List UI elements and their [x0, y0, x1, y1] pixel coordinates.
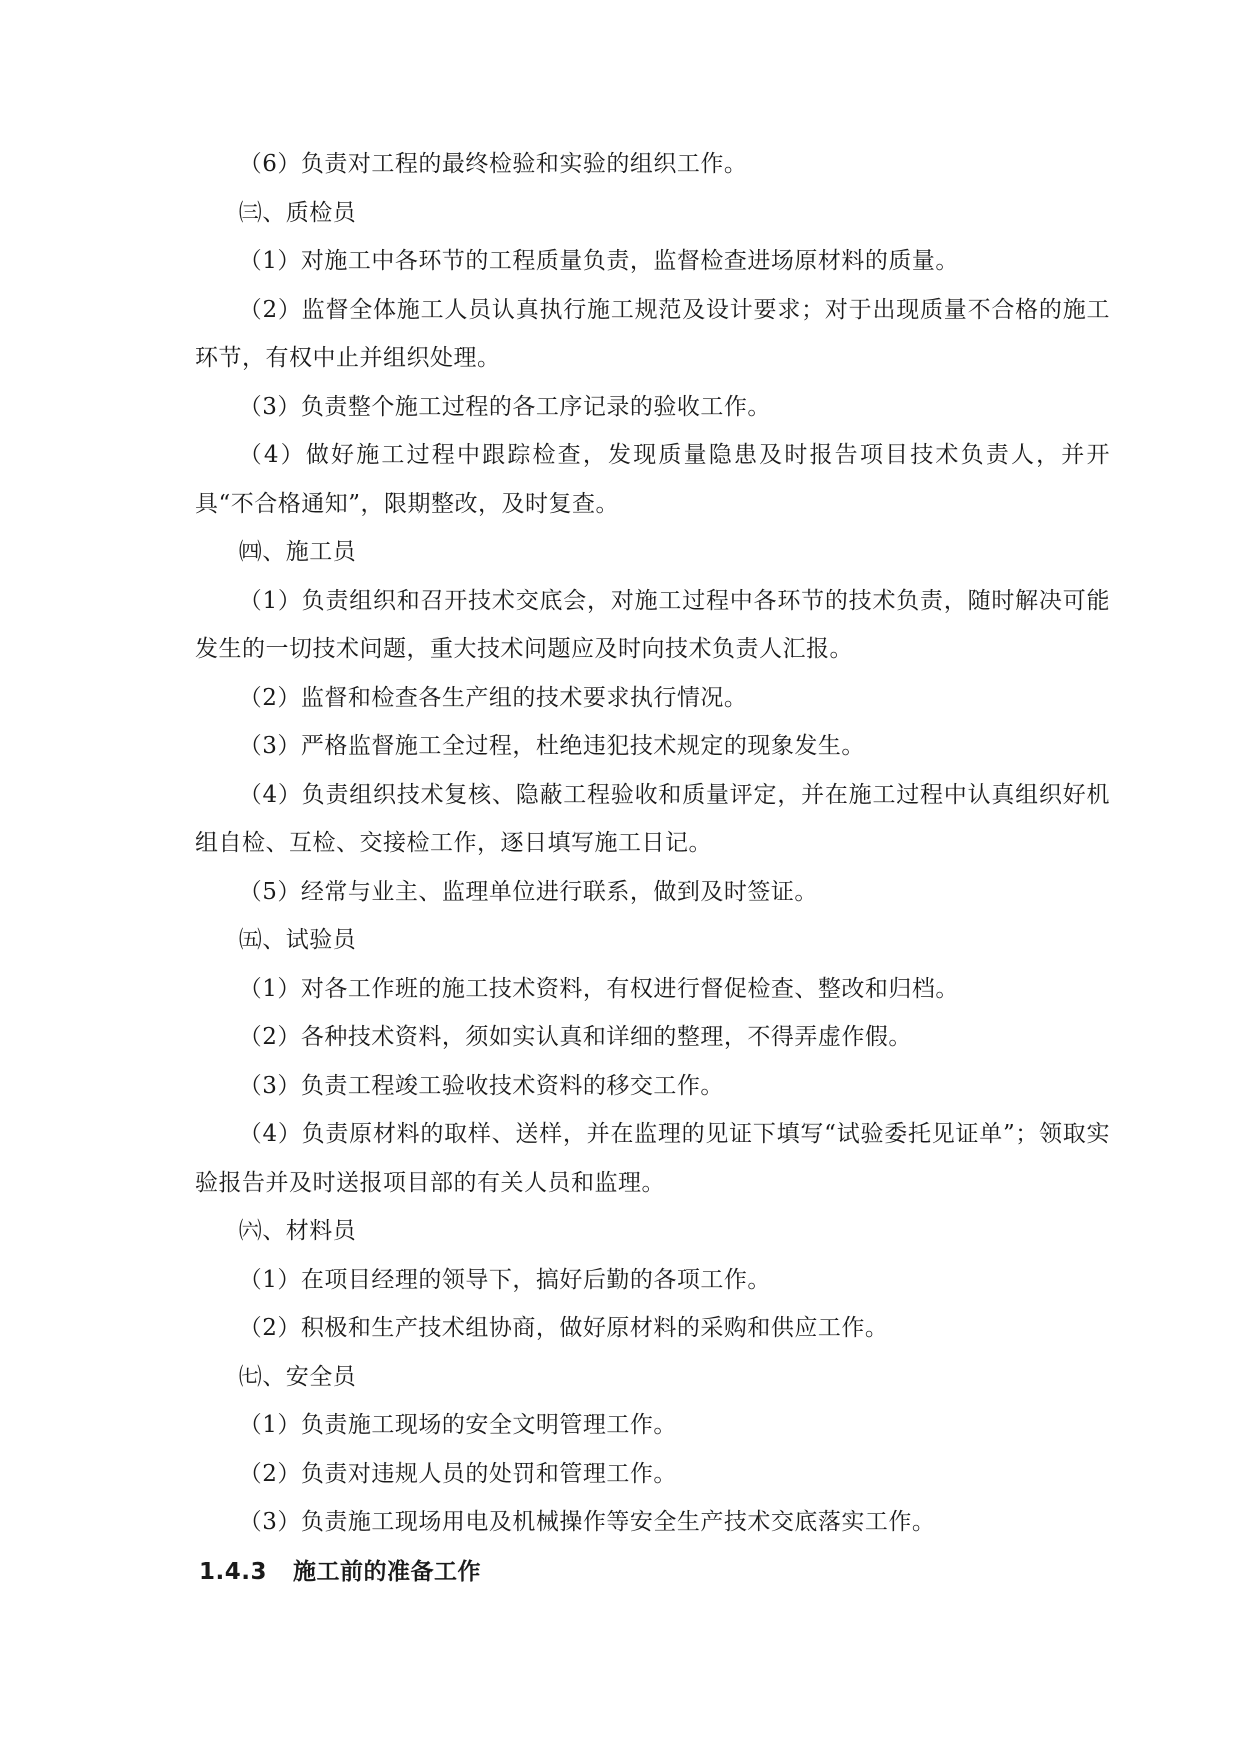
paragraph: （1）负责组织和召开技术交底会，对施工过程中各环节的技术负责，随时解决可能发生的一切技术问题，重大技术问题应及时向技术负责人汇报。: [195, 587, 1110, 662]
paragraph: （3）负责整个施工过程的各工序记录的验收工作。: [238, 393, 771, 420]
paragraph: （2）监督和检查各生产组的技术要求执行情况。: [238, 684, 748, 711]
paragraph: （5）经常与业主、监理单位进行联系，做到及时签证。: [238, 878, 818, 905]
subsection-heading: ㈦、安全员: [238, 1363, 357, 1390]
paragraph: （2）积极和生产技术组协商，做好原材料的采购和供应工作。: [238, 1315, 889, 1341]
section-title: 施工前的准备工作: [293, 1558, 481, 1585]
paragraph: （6）负责对工程的最终检验和实验的组织工作。: [238, 151, 748, 177]
subsection-heading: ㈢、质检员: [238, 199, 357, 226]
paragraph: （3）负责工程竣工验收技术资料的移交工作。: [238, 1072, 724, 1099]
paragraph: （4）负责组织技术复核、隐蔽工程验收和质量评定，并在施工过程中认真组织好机组自检、互检、交接检工作，逐日填写施工日记。: [195, 781, 1110, 856]
paragraph: （2）负责对违规人员的处罚和管理工作。: [238, 1460, 677, 1487]
paragraph: （1）对施工中各环节的工程质量负责，监督检查进场原材料的质量。: [238, 248, 959, 274]
section-heading: [195, 1547, 1110, 1597]
paragraph: （1）在项目经理的领导下，搞好后勤的各项工作。: [238, 1266, 771, 1293]
subsection-heading: ㈥、材料员: [238, 1218, 357, 1244]
document-body: [195, 140, 1110, 1597]
paragraph: （2）监督全体施工人员认真执行施工规范及设计要求；对于出现质量不合格的施工环节，有权中止并组织处理。: [195, 296, 1110, 371]
subsection-heading: ㈤、试验员: [238, 927, 357, 953]
paragraph: （1）负责施工现场的安全文明管理工作。: [238, 1412, 677, 1438]
paragraph: （4）负责原材料的取样、送样，并在监理的见证下填写“试验委托见证单”；领取实验报告并及时送报项目部的有关人员和监理。: [195, 1121, 1110, 1196]
section-number: 1.4.3: [199, 1558, 267, 1585]
paragraph: （4）做好施工过程中跟踪检查，发现质量隐患及时报告项目技术负责人，并开具“不合格通知”，限期整改，及时复查。: [195, 442, 1110, 517]
paragraph: （2）各种技术资料，须如实认真和详细的整理，不得弄虚作假。: [238, 1024, 912, 1050]
paragraph: （3）负责施工现场用电及机械操作等安全生产技术交底落实工作。: [238, 1509, 936, 1535]
subsection-heading: ㈣、施工员: [238, 539, 357, 565]
paragraph: （3）严格监督施工全过程，杜绝违犯技术规定的现象发生。: [238, 733, 865, 759]
paragraph: （1）对各工作班的施工技术资料，有权进行督促检查、整改和归档。: [238, 975, 959, 1002]
